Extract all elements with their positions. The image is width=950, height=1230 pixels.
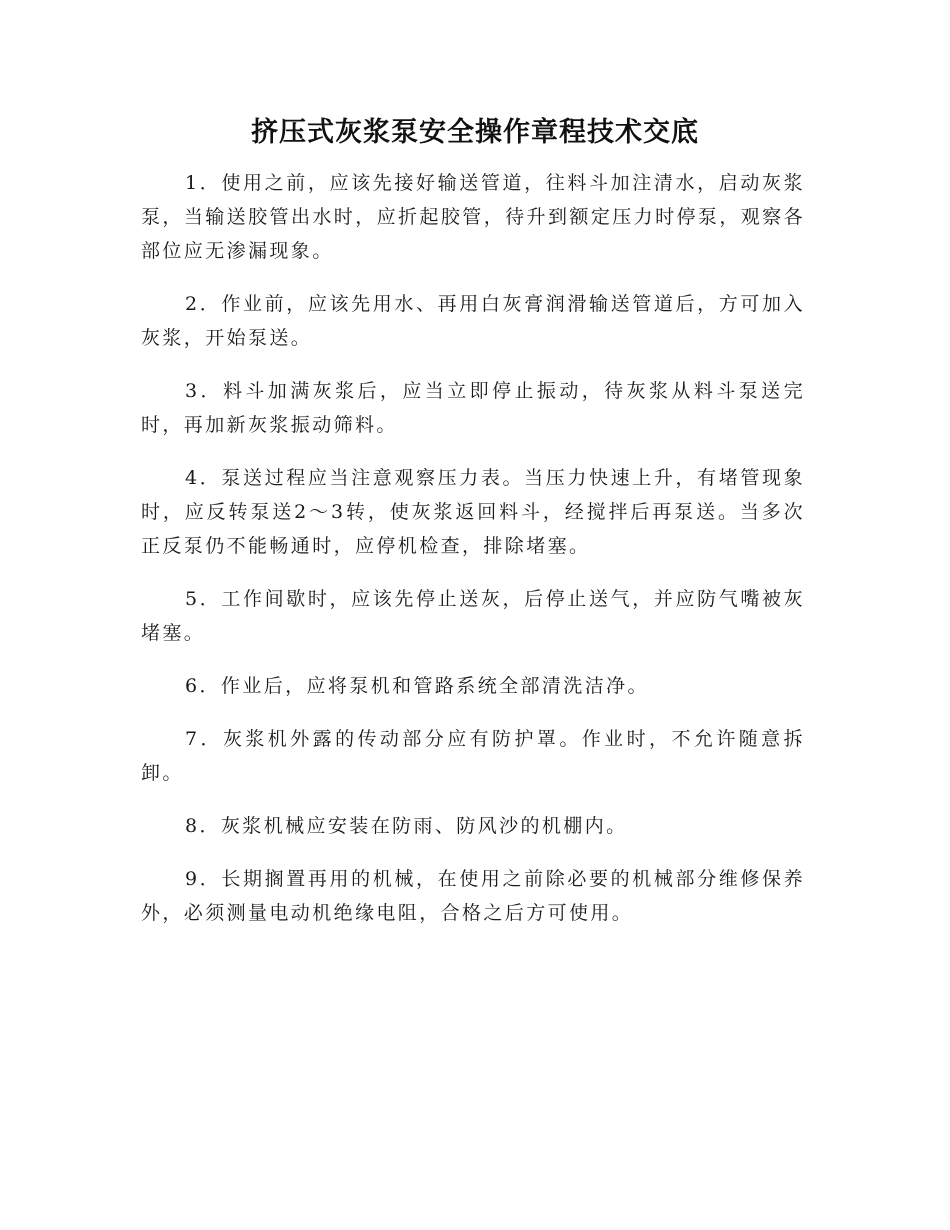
paragraph-6: 6．作业后，应将泵机和管路系统全部清洗洁净。: [185, 675, 649, 697]
paragraph-1: 1．使用之前，应该先接好输送管道，往料斗加注清水，启动灰浆泵，当输送胶管出水时，应折起胶管，待升到额定压力时停泵，观察各部位应无渗漏现象。: [141, 172, 805, 262]
paragraph-5: 5．工作间歇时，应该先停止送灰，后停止送气，并应防气嘴被灰堵塞。: [141, 588, 805, 644]
paragraph-3: 3．料斗加满灰浆后，应当立即停止振动，待灰浆从料斗泵送完时，再加新灰浆振动筛料。: [141, 380, 805, 436]
paragraph-9: 9．长期搁置再用的机械，在使用之前除必要的机械部分维修保养外，必须测量电动机绝缘电阻，合格之后方可使用。: [141, 868, 805, 924]
document-title: 挤压式灰浆泵安全操作章程技术交底: [251, 117, 699, 148]
paragraph-7: 7．灰浆机外露的传动部分应有防护罩。作业时，不允许随意拆卸。: [141, 728, 805, 784]
paragraph-8: 8．灰浆机械应安装在防雨、防风沙的机棚内。: [185, 815, 628, 837]
paragraph-4: 4．泵送过程应当注意观察压力表。当压力快速上升，有堵管现象时，应反转泵送2～3转，使灰浆返回料斗，经搅拌后再泵送。当多次正反泵仍不能畅通时，应停机检查，排除堵塞。: [141, 467, 805, 557]
paragraph-2: 2．作业前，应该先用水、再用白灰膏润滑输送管道后，方可加入灰浆，开始泵送。: [141, 293, 805, 349]
document-body: [141, 166, 805, 949]
